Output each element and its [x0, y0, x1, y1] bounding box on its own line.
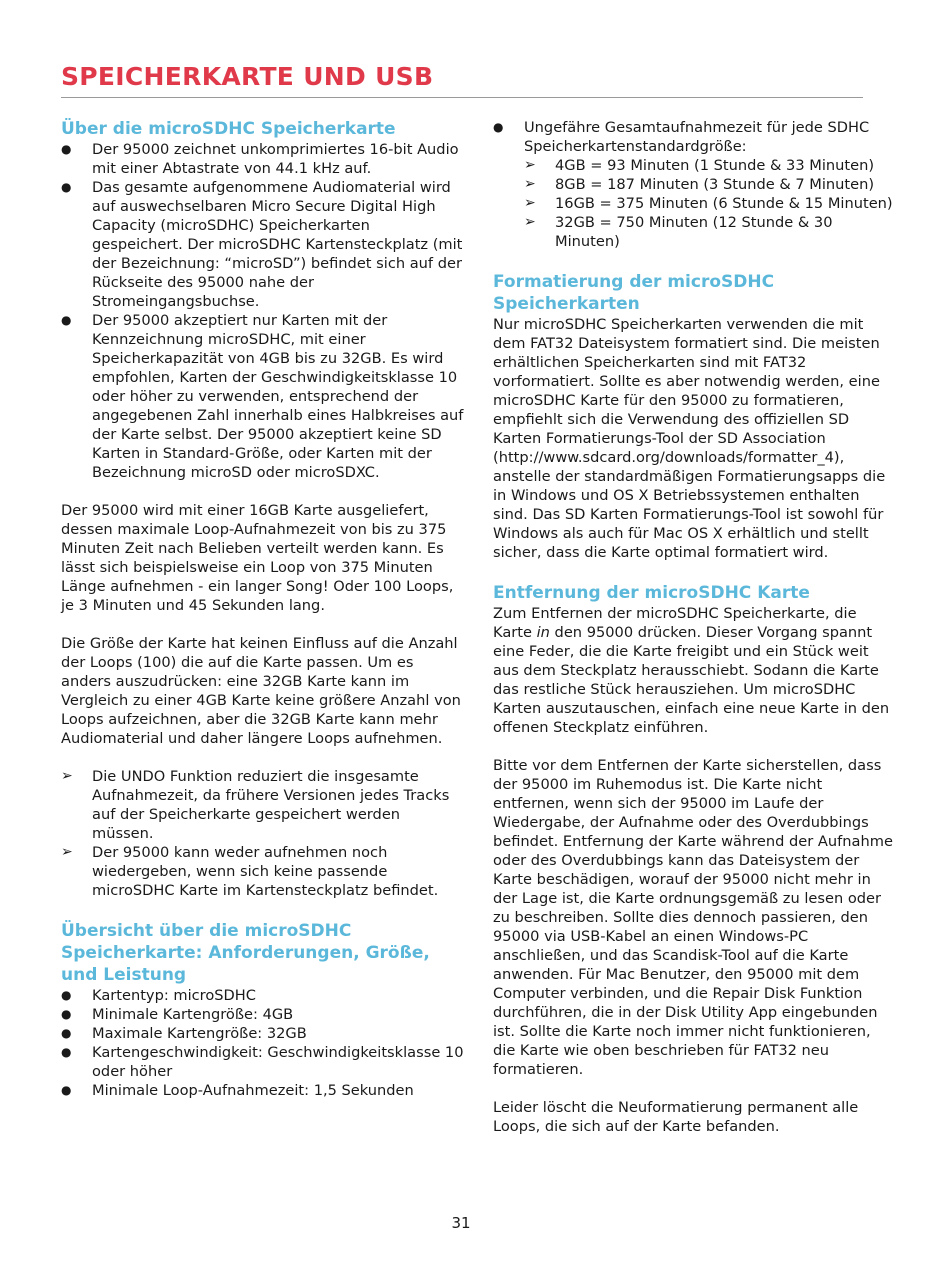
list-item [61, 1081, 465, 1100]
list-item-text: Der 95000 akzeptiert nur Karten mit der Kennzeichnung microSDHC, mit einer Speicherkapazität von 4GB bis zu 32GB. Es wird empfohlen, Karten der Geschwindigkeitsklasse 10 oder höher zu verwenden, entsprechend der angegebenen Zahl innerhalb eines Halbkreises auf der Karte selbst. Der 95000 akzeptiert keine SD Karten in Standard-Größe, oder Karten mit der Bezeichnung microSD oder microSDXC. [92, 312, 464, 481]
list-item [524, 156, 893, 175]
paragraph-removal [493, 604, 893, 737]
list-item-text: Minimale Loop-Aufnahmezeit: 1,5 Sekunden [92, 1082, 414, 1099]
list-item-text: Minimale Kartengröße: 4GB [92, 1006, 294, 1023]
arrow-bullet-icon: ➢ [524, 176, 536, 192]
list-item-text: Ungefähre Gesamtaufnahmezeit für jede SDHC Speicherkartenstandardgröße: [524, 119, 870, 155]
overview-bullet-list [61, 986, 465, 1100]
notes-arrow-list [61, 767, 465, 900]
arrow-bullet-icon: ➢ [61, 768, 73, 784]
paragraph-removal-safety: Bitte vor dem Entfernen der Karte sicherstellen, dass der 95000 im Ruhemodus ist. Die Karte nicht entfernen, wenn sich der 95000 im Laufe der Wiedergabe, der Aufnahme oder des Overdubbings befindet. Entfernung der Karte während der Aufnahme oder des Overdubbings kann das Dateisystem der Karte beschädigen, worauf der 95000 nicht mehr in der Lage ist, die Karte ordnungsgemäß zu lesen oder zu beschreiben. Sollte dies dennoch passieren, den 95000 via USB-Kabel an einen Windows-PC anschließen, und das Scandisk-Tool auf die Karte anwenden. Für Mac Benutzer, den 95000 mit dem Computer verbinden, und die Repair Disk Funktion durchführen, die in der Disk Utility App eingebunden ist. Sollte die Karte noch immer nicht funktionieren, die Karte wie oben beschrieben für FAT32 neu formatieren. [493, 757, 893, 1078]
list-item-text: Der 95000 zeichnet unkomprimiertes 16-bit Audio mit einer Abtastrate von 44.1 kHz auf. [92, 141, 459, 177]
list-item-text: 4GB = 93 Minuten (1 Stunde & 33 Minuten) [555, 157, 875, 174]
list-item [61, 140, 465, 178]
section-heading-removal: Entfernung der microSDHC Karte [493, 583, 810, 603]
bullet-icon: ● [61, 1083, 72, 1097]
paragraph-card-size: Die Größe der Karte hat keinen Einfluss auf die Anzahl der Loops (100) die auf die Karte passen. Um es anders auszudrücken: eine 32GB Karte kann im Vergleich zu einer 4GB Karte keine größere Anzahl von Loops aufzeichnen, aber die 32GB Karte kann mehr Audiomaterial und daher längere Loops aufnehmen. [61, 635, 461, 747]
right-column [493, 118, 893, 1136]
total-time-list [493, 118, 893, 251]
list-item [524, 194, 893, 213]
list-item-text: Der 95000 kann weder aufnehmen noch wiedergeben, wenn sich keine passende microSDHC Karte im Kartensteckplatz befindet. [92, 844, 439, 899]
list-item-text: Die UNDO Funktion reduziert die insgesamte Aufnahmezeit, da frühere Versionen jedes Tracks auf der Speicherkarte gespeichert werden müssen. [92, 768, 450, 842]
left-column [61, 118, 465, 1100]
bullet-icon: ● [61, 1026, 72, 1040]
section-heading-formatting: Formatierung der microSDHC Speicherkarten [493, 272, 775, 314]
list-item-text: 32GB = 750 Minuten (12 Stunde & 30 Minuten) [555, 214, 833, 250]
list-item [61, 178, 465, 311]
list-item-text: 8GB = 187 Minuten (3 Stunde & 7 Minuten) [555, 176, 875, 193]
bullet-icon: ● [493, 120, 504, 134]
capacity-sub-list [524, 156, 893, 251]
arrow-bullet-icon: ➢ [524, 195, 536, 211]
removal-text-end: den 95000 drücken. Dieser Vorgang spannt eine Feder, die die Karte freigibt und ein Stück weit aus dem Steckplatz herausschiebt. Sodann die Karte das restliche Stück herausziehen. Um microSDHC Karten auszutauschen, einfach eine neue Karte in den offenen Steckplatz einführen. [493, 624, 890, 736]
list-item-text: Maximale Kartengröße: 32GB [92, 1025, 307, 1042]
list-item [61, 1024, 465, 1043]
removal-text-start: Zum Entfernen der microSDHC Speicherkarte, die Karte [493, 605, 857, 641]
bullet-icon: ● [61, 180, 72, 194]
list-item-text: Kartentyp: microSDHC [92, 987, 256, 1004]
section-heading-about-card: Über die microSDHC Speicherkarte [61, 119, 396, 139]
page-title: SPEICHERKARTE UND USB [61, 62, 434, 91]
list-item-text: Kartengeschwindigkeit: Geschwindigkeitsklasse 10 oder höher [92, 1044, 464, 1080]
list-item-text: 16GB = 375 Minuten (6 Stunde & 15 Minuten) [555, 195, 893, 212]
arrow-bullet-icon: ➢ [61, 844, 73, 860]
section-heading-overview: Übersicht über die microSDHC Speicherkarte: Anforderungen, Größe, und Leistung [61, 921, 430, 985]
list-item [61, 986, 465, 1005]
bullet-icon: ● [61, 1007, 72, 1021]
list-item [61, 843, 465, 900]
bullet-icon: ● [61, 1045, 72, 1059]
paragraph-card-delivery: Der 95000 wird mit einer 16GB Karte ausgeliefert, dessen maximale Loop-Aufnahmezeit von bis zu 375 Minuten Zeit nach Belieben verteilt werden kann. Es lässt sich beispielsweise ein Loop von 375 Minuten Länge aufnehmen - ein langer Song! Oder 100 Loops, je 3 Minuten und 45 Sekunden lang. [61, 502, 454, 614]
list-item [61, 311, 465, 482]
list-item-text: Das gesamte aufgenommene Audiomaterial wird auf auswechselbaren Micro Secure Digital High Capacity (microSDHC) Speicherkarten gespeichert. Der microSDHC Kartensteckplatz (mit der Bezeichnung: “microSD”) befindet sich auf der Rückseite des 95000 nahe der Stromeingangsbuchse. [92, 179, 463, 310]
list-item [524, 175, 893, 194]
removal-text-emphasis: in [536, 624, 550, 641]
about-card-bullet-list [61, 140, 465, 482]
bullet-icon: ● [61, 988, 72, 1002]
paragraph-formatting: Nur microSDHC Speicherkarten verwenden die mit dem FAT32 Dateisystem formatiert sind. Die meisten erhältlichen Speicherkarten sind mit FAT32 vorformatiert. Sollte es aber notwendig werden, eine microSDHC Karte für den 95000 zu formatieren, empfiehlt sich die Verwendung des offiziellen SD Karten Formatierungs-Tool der SD Association (http://www.sdcard.org/downloads/formatter_4), anstelle der standardmäßigen Formatierungsapps die in Windows und OS X Betriebssystemen enthalten sind. Das SD Karten Formatierungs-Tool ist sowohl für Windows als auch für Mac OS X erhältlich und stellt sicher, dass die Karte optimal formatiert wird. [493, 316, 886, 561]
bullet-icon: ● [61, 313, 72, 327]
paragraph-reformat-warning: Leider löscht die Neuformatierung permanent alle Loops, die sich auf der Karte befanden. [493, 1099, 859, 1135]
arrow-bullet-icon: ➢ [524, 157, 536, 173]
list-item [493, 118, 893, 251]
arrow-bullet-icon: ➢ [524, 214, 536, 230]
list-item [61, 767, 465, 843]
bullet-icon: ● [61, 142, 72, 156]
page-number: 31 [451, 1214, 471, 1232]
title-divider [61, 97, 863, 98]
list-item [524, 213, 893, 251]
list-item [61, 1043, 465, 1081]
list-item [61, 1005, 465, 1024]
